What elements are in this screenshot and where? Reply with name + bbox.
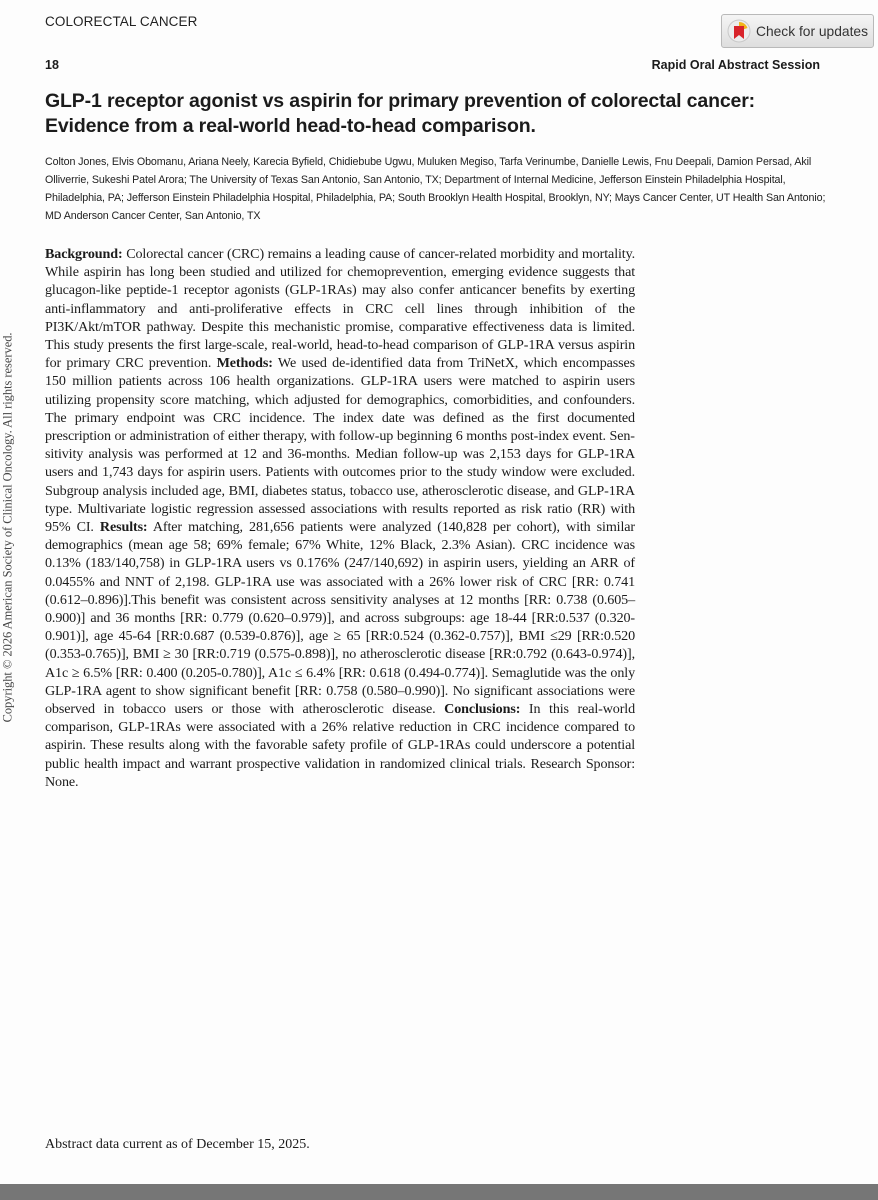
data-currency-footnote: Abstract data current as of December 15, 2025.	[45, 1137, 310, 1152]
abstract-body	[45, 245, 635, 791]
crossmark-icon	[727, 19, 751, 43]
results-text: After matching, 281,656 patients were analyzed (140,828 per cohort), with similar demographics (mean age 58; 69% female; 67% White, 12% Black, 2.3% Asian). CRC incidence was 0.13% (183/140,758) in GLP-1RA users vs 0.176% (247/140,692) in aspirin users, yielding an ARR of 0.0455% and NNT of 2,198. GLP-1RA use was associated with a 26% lower risk of CRC [RR: 0.741 (0.612–0.896)].This benefit was consistent across sensitivity analyses at 12 months [RR: 0.738 (0.605–0.900)] and 36 months [RR: 0.779 (0.620–0.979)], and across subgroups: age 18-44 [RR:0.537 (0.320-0.901)], age 45-64 [RR:0.687 (0.539-0.876)], age ≥ 65 [RR:0.524 (0.362-0.757)], BMI ≤29 [RR:0.520 (0.353-0.765)], BMI ≥ 30 [RR:0.719 (0.575-0.898)], no atherosclerotic disease [RR:0.792 (0.643-0.974)], A1c ≥ 6.5% [RR: 0.400 (0.205-0.780)], A1c ≤ 6.4% [RR: 0.618 (0.494-0.774)]. Semaglutide was the only GLP-1RA agent to show significant benefit [RR: 0.758 (0.580–0.990)]. No significant associations were observed in tobacco users or those with atherosclerotic disease.	[45, 519, 635, 718]
section-label: COLORECTAL CANCER	[45, 14, 198, 29]
page-number: 18	[45, 58, 59, 72]
side-copyright: Copyright © 2026 American Society of Clinical Oncology. All rights reserved.	[0, 332, 15, 723]
article-title: GLP-1 receptor agonist vs aspirin for primary prevention of colorectal cancer: Evidence from a real-world head-to-head comparison.	[45, 90, 756, 137]
results-heading: Results:	[99, 519, 148, 536]
background-heading: Background:	[45, 246, 123, 262]
background-text: Colorectal cancer (CRC) remains a leading cause of cancer-related morbidity and mortality. While aspirin has long been studied and utilized for chemoprevention, emerging evidence suggests that glucagon-like peptide-1 receptor agonists (GLP-1RAs) may also confer anticancer benefits by exerting anti-inflammatory and anti-proliferative effects in CRC cell lines through inhibition of the PI3K/Akt/mTOR pathway. Despite this mechanistic promise, comparative effectiveness data is limited. This study presents the first large-scale, real-world, head-to-head comparison of GLP-1RA versus aspirin for primary CRC prevention.	[45, 246, 635, 372]
check-for-updates-label: Check for updates	[756, 23, 868, 39]
conclusions-text: In this real-world comparison, GLP-1RAs were associated with a 26% relative reduction in CRC incidence compared to aspirin. These results along with the favorable safety profile of GLP-1RAs could underscore a potential public health impact and warrant prospective validation in randomized clinical trials. Research Sponsor: None.	[45, 701, 636, 790]
author-list: Colton Jones, Elvis Obomanu, Ariana Neely, Karecia Byfield, Chidiebube Ugwu, Muluken Megiso, Tarfa Verinumbe, Danielle Lewis, Fnu Deepali, Damion Persad, Akil Olliverrie, Sukeshi Patel Arora; The University of Texas San Antonio, San Antonio, TX; Department of Internal Medicine, Jefferson Einstein Philadelphia Hospital, Philadelphia, PA; Jefferson Einstein Philadelphia Hospital, Philadelphia, PA; South Brooklyn Health Hospital, Brooklyn, NY; Mays Cancer Center, UT Health San Antonio; MD Anderson Cancer Center, San Antonio, TX	[45, 156, 826, 222]
methods-text: We used de-identified data from TriNetX, which encompasses 150 million patients across 106 health organizations. GLP-1RA users were matched to aspirin users utilizing propensity score matching, which adjusted for demographics, comorbidities, and confounders. The primary endpoint was CRC incidence. The index date was defined as the first documented prescription or administration of either therapy, with follow-up beginning 6 months post-index event. Sensitivity analysis was performed at 12 and 36-months. Median follow-up was 2,153 days for GLP-1RA users and 1,743 days for aspirin users. Patients with outcomes prior to the study window were excluded. Subgroup analysis included age, BMI, diabetes status, tobacco use, atherosclerotic disease, and GLP-1RA type. Multivariate logistic regression assessed associations with results reported as risk ratio (RR) with 95% CI.	[45, 355, 635, 536]
methods-heading: Methods:	[216, 355, 273, 372]
check-for-updates-button[interactable]	[721, 14, 874, 48]
conclusions-heading: Conclusions:	[444, 701, 521, 718]
bottom-bar	[0, 1184, 878, 1200]
session-label: Rapid Oral Abstract Session	[651, 58, 820, 72]
